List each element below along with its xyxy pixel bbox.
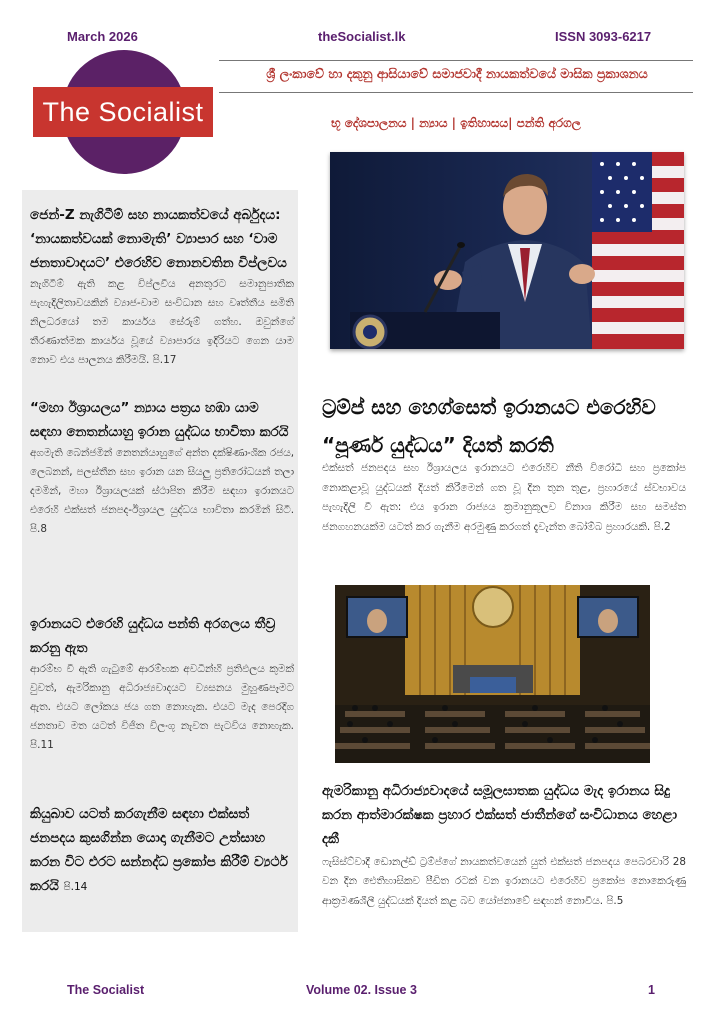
un-story-headline[interactable]: ඇමරිකානු අධිරාජ්‍යවාදයේ සමූලඝාතක යුද්ධය මැද ඉරානය සිදු කරන ආත්මාරක්ෂක ප්‍රහාර එක්සත් ජාතීන්ගේ සංවිධානය හෙළා දකී [322,783,678,847]
hegseth-photo-illustration [330,152,684,349]
sidebar-article-body: නැගිටීම් ඇති කළ විප්ලවීය අනතුරට සමානුපාතික පැහැදිලිතාවයකින් ව්‍යාජ-වාම සංවිධාන සහ වෘත්තීය සමිති නිලධරයෝ තම කාර්යය සේරුම් ගත්හ. ඔවුන්ගේ තීරණාත්මක කාර්යය වූයේ ව්‍යාපාරය ඉදිරියට ගෙන යාම නොව එය පාලනය කිරීමයි. පි.17 [30,278,294,366]
issue-date: March 2026 [67,29,138,44]
sidebar [22,190,298,932]
issn-number: ISSN 3093-6217 [555,29,652,44]
footer-volume: Volume 02. Issue 3 [306,983,417,997]
sidebar-article-body: අගමැති බෙන්ජමින් නෙතන්යාහුගේ අන්ත දක්ෂිණාංශික රජය, ලෙබනන්, පලස්තීන සහ ඉරාන යන සියලු ප්‍රතිරෝධයන් තලා දමමින්, මහා ඊශ්‍රායලයක් ස්ථාපිත කිරීම සඳහා ඉරානයට එරෙහි එක්සත් ජනපද-ඊශ්‍රායල යුද්ධය භාවිතා කරමින් සිටී. පි.8 [30,447,294,535]
masthead-logo [33,50,213,178]
sidebar-article-headline-text: කියුබාව යටත් කරගැනීම සඳහා එක්සත් ජනපදය කුසගින්න යොදා ගැනීමට උත්සාහ කරන විට එරට සන්නද්ධ ප්‍රකෝප කිරීම් ව්‍යර්ථ කරයි [30,806,288,894]
un-assembly-illustration [335,585,650,763]
sidebar-article-headline [30,802,294,899]
sidebar-article-1[interactable] [30,203,294,370]
footer-publication-name: The Socialist [67,983,145,997]
sidebar-article-3[interactable] [30,612,294,755]
us-flag-icon [592,152,684,349]
hegseth-press-photo [330,152,684,349]
un-assembly-photo [335,585,650,763]
lead-headline[interactable]: ට්‍රම්ප් සහ හෙග්සෙත් ඉරානයට එරෙහිව “පූර්ණ යුද්ධය” දියත් කරති [322,395,656,457]
footer-page-number: 1 [648,983,655,997]
un-story-body: ෆැසිස්ට්වාදී ඩොනල්ඩ් ට්‍රම්ප්ගේ නායකත්වයෙන් යුත් එක්සත් ජනපදය පෙබරවාරි 28 වන දින ඓතිහාසිකව පීඩිත රටක් වන ඉරානයට එරෙහිව ප්‍රකෝප නොකෙරුණු ආක්‍රමණශීලී යුද්ධයක් දියත් කළ බව යෝජනාවේ සඳහන් නොවීය. පි.5 [322,856,686,907]
sidebar-article-headline: ජෙන්-Z නැගිටීම් සහ නායකත්වයේ අර්බුදය: ‘නායකත්වයක් නොමැති’ ව්‍යාපාර සහ ‘වාම ජනතාවාදයට’ එරෙහිව නොනවතින විප්ලවය [30,207,287,271]
sidebar-article-4[interactable] [30,802,294,899]
topics-line: භූ දේශපාලනය | න්‍යාය | ඉතිහාසය| පන්ති අරගල [331,116,581,130]
sidebar-article-body: ආරම්භ වී ඇති ගැටුමේ ආරම්භක අවධීන්හි ප්‍රතිඵලය කුමක් වුවත්, ඇමරිකානු අධිරාජ්‍යවාදයට ව්‍යසනය මුහුණපෑමට ඇත. එයට ලෝකය ජය ගත නොහැක. එයට මැද පෙරදිග ජනතාව මත යටත් විජිත විලංගු නැවත පැටවිය නොහැක. පි.11 [30,663,294,751]
sidebar-article-page: පි.14 [63,881,88,893]
tagline: ශ්‍රී ලංකාවේ හා දකුනු ආසියාවේ සමාජවාදී නායකත්වයේ මාසික ප්‍රකාශනය [266,66,648,81]
tagline-bottom-rule [219,92,693,93]
un-emblem-icon [473,587,513,627]
sidebar-article-headline: ඉරානයට එරෙහි යුද්ධය පන්ති අරගලය තීව්‍ර කරනු ඇත [30,616,276,656]
lead-paragraph: එක්සත් ජනපදය සහ ඊශ්‍රායලය ඉරානයට එරෙහිව නීති විරෝධී සහ ප්‍රකෝප නොකළාවූ යුද්ධයක් දියත් කිරීමෙන් ගත වූ දින තුන තුළ, ප්‍රහාරයේ ස්වභාවය පැහැදිලි වී ඇත: එය ඉරාන රාජ්‍යය ක්‍රමානුකූලව විනාශ කිරීම සහ සමස්ත ජනගහනයක්ම යටත් කර ගැනීම අරමුණු කරගත් දැවැන්ත බෝම්බ ප්‍රහාරයකි. පි.2 [322,462,686,533]
logo-bar [33,87,213,137]
sidebar-article-2[interactable] [30,396,294,539]
site-url[interactable]: theSocialist.lk [318,29,406,44]
sidebar-article-headline: “මහා ඊශ්‍රායලය” න්‍යාය පත්‍රය හඹා යාම සඳහා නෙතන්යාහු ඉරාන යුද්ධය භාවිතා කරයි [30,400,289,440]
tagline-top-rule [219,60,693,61]
logo-text: The Socialist [42,96,204,127]
